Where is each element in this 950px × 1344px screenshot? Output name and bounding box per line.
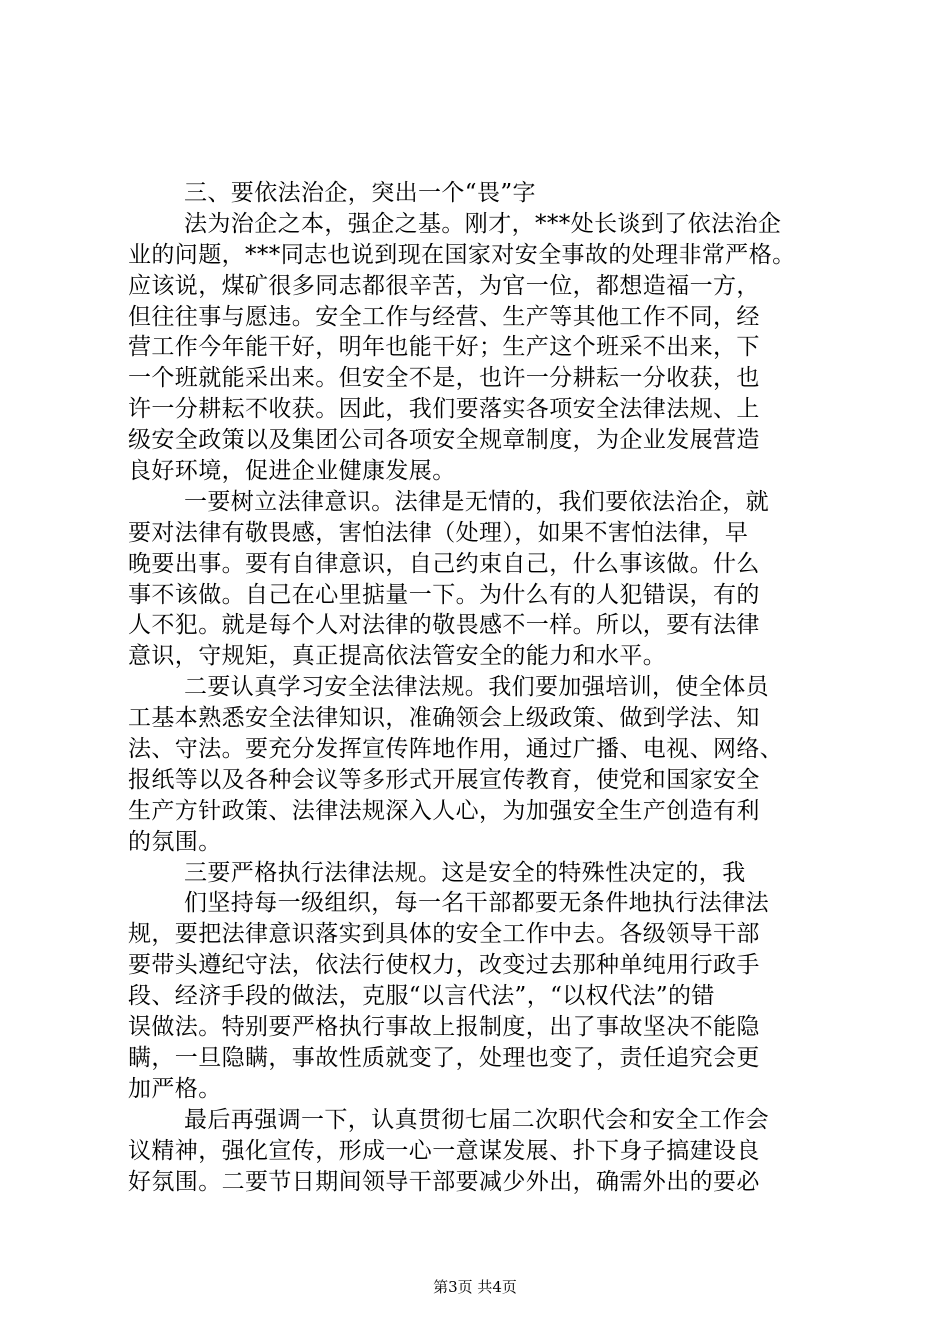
text-line: 人不犯。就是每个人对法律的敬畏感不一样。所以，要有法律	[128, 612, 760, 639]
text-line: 加严格。	[128, 1075, 222, 1102]
text-line: 但往往事与愿违。安全工作与经营、生产等其他工作不同，经	[128, 303, 760, 330]
text-line: 营工作今年能干好，明年也能干好；生产这个班采不出来，下	[128, 334, 760, 361]
text-line: 法、守法。要充分发挥宣传阵地作用，通过广播、电视、网络、	[128, 736, 784, 763]
text-line: 三要严格执行法律法规。这是安全的特殊性决定的，我	[184, 859, 746, 886]
text-line: 一个班就能采出来。但安全不是，也许一分耕耘一分收获，也	[128, 365, 760, 392]
text-line: 议精神，强化宣传，形成一心一意谋发展、扑下身子搞建设良	[128, 1137, 760, 1164]
text-line: 许一分耕耘不收获。因此，我们要落实各项安全法律法规、上	[128, 396, 760, 423]
text-line: 最后再强调一下，认真贯彻七届二次职代会和安全工作会	[184, 1106, 769, 1133]
text-line: 要对法律有敬畏感，害怕法律（处理），如果不害怕法律，早	[128, 519, 749, 546]
page-footer: 第3页 共4页	[433, 1278, 517, 1296]
text-line: 业的问题，***同志也说到现在国家对安全事故的处理非常严格。	[128, 241, 796, 268]
text-line: 意识，守规矩，真正提高依法管安全的能力和水平。	[128, 643, 667, 670]
text-line: 瞒，一旦隐瞒，事故性质就变了，处理也变了，责任追究会更	[128, 1044, 760, 1071]
text-line: 生产方针政策、法律法规深入人心，为加强安全生产创造有利	[128, 797, 760, 824]
text-line: 好氛围。二要节日期间领导干部要减少外出，确需外出的要必	[128, 1168, 760, 1195]
text-line: 们坚持每一级组织，每一名干部都要无条件地执行法律法	[184, 890, 769, 917]
document-body	[128, 178, 840, 1197]
text-line: 的氛围。	[128, 828, 222, 855]
text-line: 应该说，煤矿很多同志都很辛苦，为官一位，都想造福一方，	[128, 272, 760, 299]
text-line: 晚要出事。要有自律意识，自己约束自己，什么事该做。什么	[128, 550, 760, 577]
text-line: 二要认真学习安全法律法规。我们要加强培训，使全体员	[184, 674, 769, 701]
text-line: 事不该做。自己在心里掂量一下。为什么有的人犯错误，有的	[128, 581, 760, 608]
text-line: 良好环境，促进企业健康发展。	[128, 458, 456, 485]
text-line: 要带头遵纪守法，依法行使权力，改变过去那种单纯用行政手	[128, 952, 760, 979]
text-line: 误做法。特别要严格执行事故上报制度，出了事故坚决不能隐	[128, 1014, 760, 1041]
text-line: 规，要把法律意识落实到具体的安全工作中去。各级领导干部	[128, 921, 760, 948]
text-line: 三、要依法治企，突出一个“畏”字	[184, 180, 536, 206]
text-line: 一要树立法律意识。法律是无情的，我们要依法治企，就	[184, 488, 769, 515]
text-line: 段、经济手段的做法，克服“以言代法”，“以权代法”的错	[128, 983, 715, 1010]
text-line: 法为治企之本，强企之基。刚才，***处长谈到了依法治企	[184, 210, 782, 237]
text-line: 级安全政策以及集团公司各项安全规章制度，为企业发展营造	[128, 427, 760, 454]
text-line: 报纸等以及各种会议等多形式开展宣传教育，使党和国家安全	[128, 766, 760, 793]
text-line: 工基本熟悉安全法律知识，准确领会上级政策、做到学法、知	[128, 705, 760, 732]
